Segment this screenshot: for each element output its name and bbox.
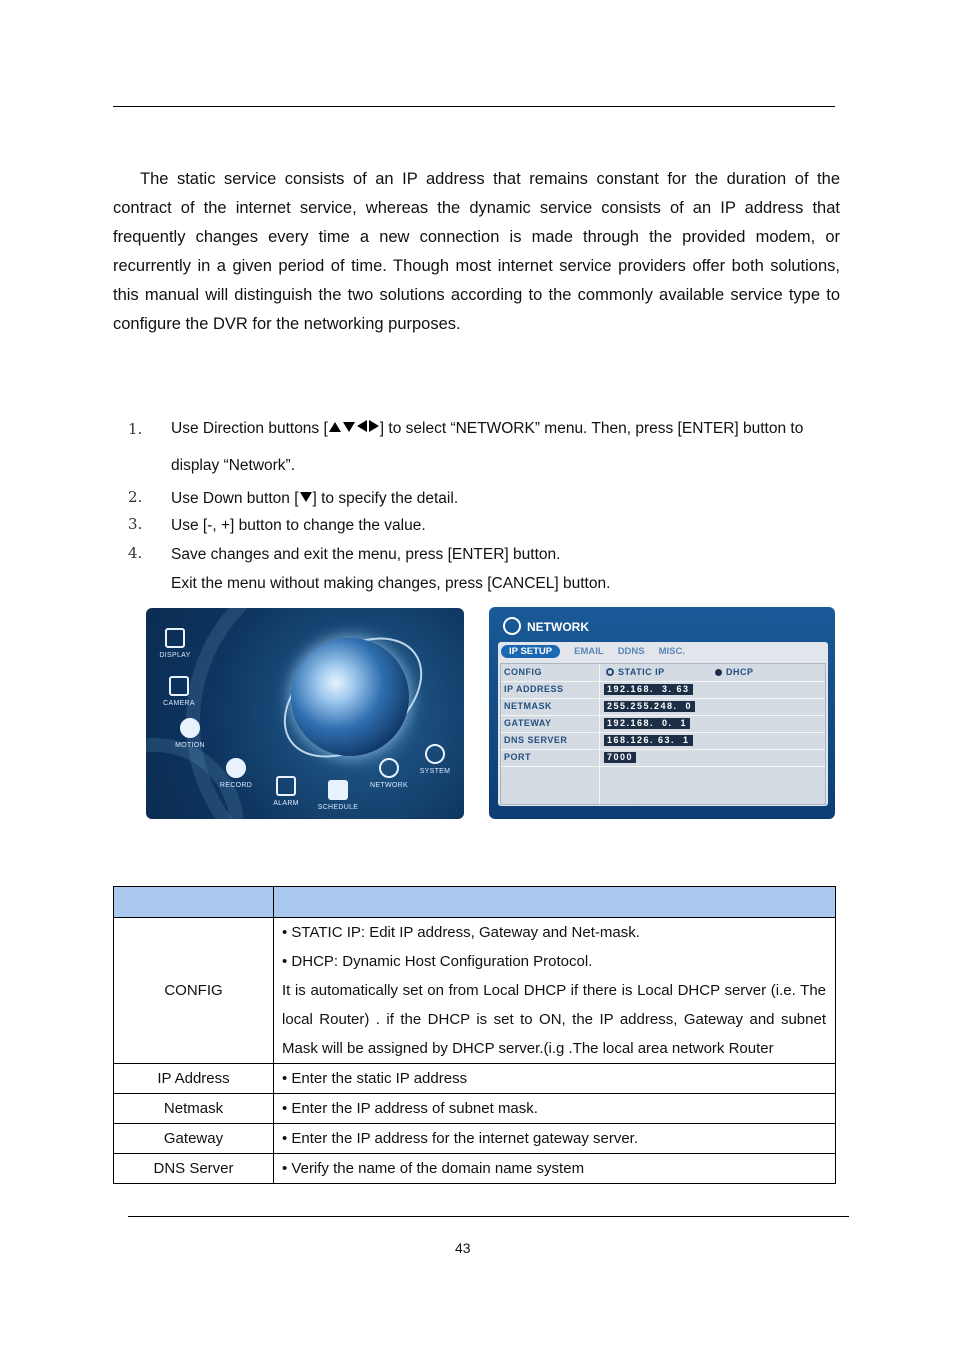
menu-item-network[interactable]: NETWORK bbox=[361, 758, 417, 789]
menu-item-system[interactable]: SYSTEM bbox=[407, 744, 463, 775]
table-header-cell bbox=[114, 887, 274, 918]
row-config: CONFIG STATIC IP DHCP bbox=[501, 664, 825, 682]
arrow-left-icon bbox=[357, 420, 367, 432]
step-text: Use Direction buttons [ bbox=[171, 420, 328, 437]
step-text: Exit the menu without making changes, press [CANCEL] button. bbox=[171, 575, 611, 592]
monitor-icon bbox=[165, 628, 185, 648]
menu-item-schedule[interactable]: SCHEDULE bbox=[310, 780, 366, 811]
gear-icon bbox=[425, 744, 445, 764]
main-menu-screenshot bbox=[146, 608, 464, 819]
step-number: 1. bbox=[128, 420, 143, 438]
table-cell-description: • Enter the IP address of subnet mask. bbox=[274, 1094, 836, 1124]
table-row bbox=[114, 1124, 836, 1154]
menu-item-camera[interactable]: CAMERA bbox=[151, 676, 207, 707]
table-cell-item: IP Address bbox=[114, 1064, 274, 1094]
row-ip-address: IP ADDRESS 192.168. 3. 63 bbox=[501, 681, 825, 699]
tab-misc[interactable]: MISC. bbox=[658, 646, 685, 657]
radio-icon bbox=[715, 669, 722, 676]
network-title: NETWORK bbox=[503, 617, 589, 635]
network-settings-description-table bbox=[113, 886, 836, 1184]
table-cell-description: • STATIC IP: Edit IP address, Gateway and Net-mask. • DHCP: Dynamic Host Configuration Protocol. It is automatically set on from Local DHCP if there is Local DHCP server (i.e. The local Router) . if the DHCP is set to ON, the IP address, Gateway and subnet Mask will be assigned by DHCP server.(i.g .The local area network Router bbox=[274, 918, 836, 1064]
alarm-icon bbox=[276, 776, 296, 796]
header-rule bbox=[113, 106, 835, 107]
step-text: Use [-, +] button to change the value. bbox=[171, 517, 426, 534]
option-static-ip[interactable]: STATIC IP bbox=[606, 667, 665, 677]
schedule-icon bbox=[328, 780, 348, 800]
table-row bbox=[114, 1094, 836, 1124]
row-netmask: NETMASK 255.255.248. 0 bbox=[501, 698, 825, 716]
globe-icon bbox=[291, 638, 409, 756]
ip-address-field[interactable]: 192.168. 3. 63 bbox=[604, 684, 693, 695]
row-gateway: GATEWAY 192.168. 0. 1 bbox=[501, 715, 825, 733]
table-cell-item: DNS Server bbox=[114, 1154, 274, 1184]
step-text: ] to specify the detail. bbox=[312, 490, 459, 507]
table-cell-description: • Enter the static IP address bbox=[274, 1064, 836, 1094]
table-cell-item: CONFIG bbox=[114, 918, 274, 1064]
network-settings-table bbox=[500, 663, 826, 805]
table-cell-item: Gateway bbox=[114, 1124, 274, 1154]
row-dns-server: DNS SERVER 168.126. 63. 1 bbox=[501, 732, 825, 750]
intro-paragraph: The static service consists of an IP address that remains constant for the duration of the contract of the internet service, whereas the dynamic service consists of an IP address that frequently changes every time a new connection is made through the provided modem, or recurrently in a given period of time. Though most internet service providers offer both solutions, this manual will distinguish the two solutions according to the commonly available service type to configure the DVR for the networking purposes. bbox=[113, 170, 840, 333]
record-icon bbox=[226, 758, 246, 778]
netmask-field[interactable]: 255.255.248. 0 bbox=[604, 701, 695, 712]
step-text: Save changes and exit the menu, press [ENTER] button. bbox=[171, 546, 561, 563]
arrow-up-icon bbox=[329, 422, 341, 432]
table-header-cell bbox=[274, 887, 836, 918]
arrow-down-icon bbox=[300, 492, 312, 502]
table-cell-description: • Verify the name of the domain name system bbox=[274, 1154, 836, 1184]
network-globe-icon bbox=[379, 758, 399, 778]
step-number: 2. bbox=[128, 488, 143, 506]
port-field[interactable]: 7000 bbox=[604, 752, 636, 763]
footer-rule bbox=[128, 1216, 849, 1217]
camera-icon bbox=[169, 676, 189, 696]
table-row bbox=[114, 1064, 836, 1094]
network-menu-screenshot bbox=[489, 607, 835, 819]
table-cell-item: Netmask bbox=[114, 1094, 274, 1124]
tab-ip-setup[interactable]: IP SETUP bbox=[501, 645, 560, 658]
network-tabs bbox=[501, 646, 699, 657]
gateway-field[interactable]: 192.168. 0. 1 bbox=[604, 718, 690, 729]
step-text: Use Down button [ bbox=[171, 490, 299, 507]
tab-ddns[interactable]: DDNS bbox=[617, 646, 645, 657]
tab-email[interactable]: EMAIL bbox=[574, 646, 604, 657]
arrow-down-icon bbox=[343, 422, 355, 432]
radio-selected-icon bbox=[606, 668, 614, 676]
menu-item-motion[interactable]: MOTION bbox=[162, 718, 218, 749]
menu-item-display[interactable]: DISPLAY bbox=[147, 628, 203, 659]
page-number: 43 bbox=[455, 1240, 471, 1256]
table-row bbox=[114, 1154, 836, 1184]
option-dhcp[interactable]: DHCP bbox=[715, 667, 754, 677]
menu-item-record[interactable]: RECORD bbox=[208, 758, 264, 789]
network-globe-icon bbox=[503, 617, 521, 635]
table-header-row bbox=[114, 887, 836, 918]
step-number: 4. bbox=[128, 544, 143, 562]
running-man-icon bbox=[180, 718, 200, 738]
menu-item-alarm[interactable]: ALARM bbox=[258, 776, 314, 807]
arrow-right-icon bbox=[369, 420, 379, 432]
table-cell-description: • Enter the IP address for the internet gateway server. bbox=[274, 1124, 836, 1154]
table-row bbox=[114, 918, 836, 1064]
dns-server-field[interactable]: 168.126. 63. 1 bbox=[604, 735, 693, 746]
step-number: 3. bbox=[128, 515, 143, 533]
row-port: PORT 7000 bbox=[501, 749, 825, 767]
step-text: ] to select “NETWORK” menu. Then, press [ENTER] button to display “Network”. bbox=[171, 420, 804, 474]
